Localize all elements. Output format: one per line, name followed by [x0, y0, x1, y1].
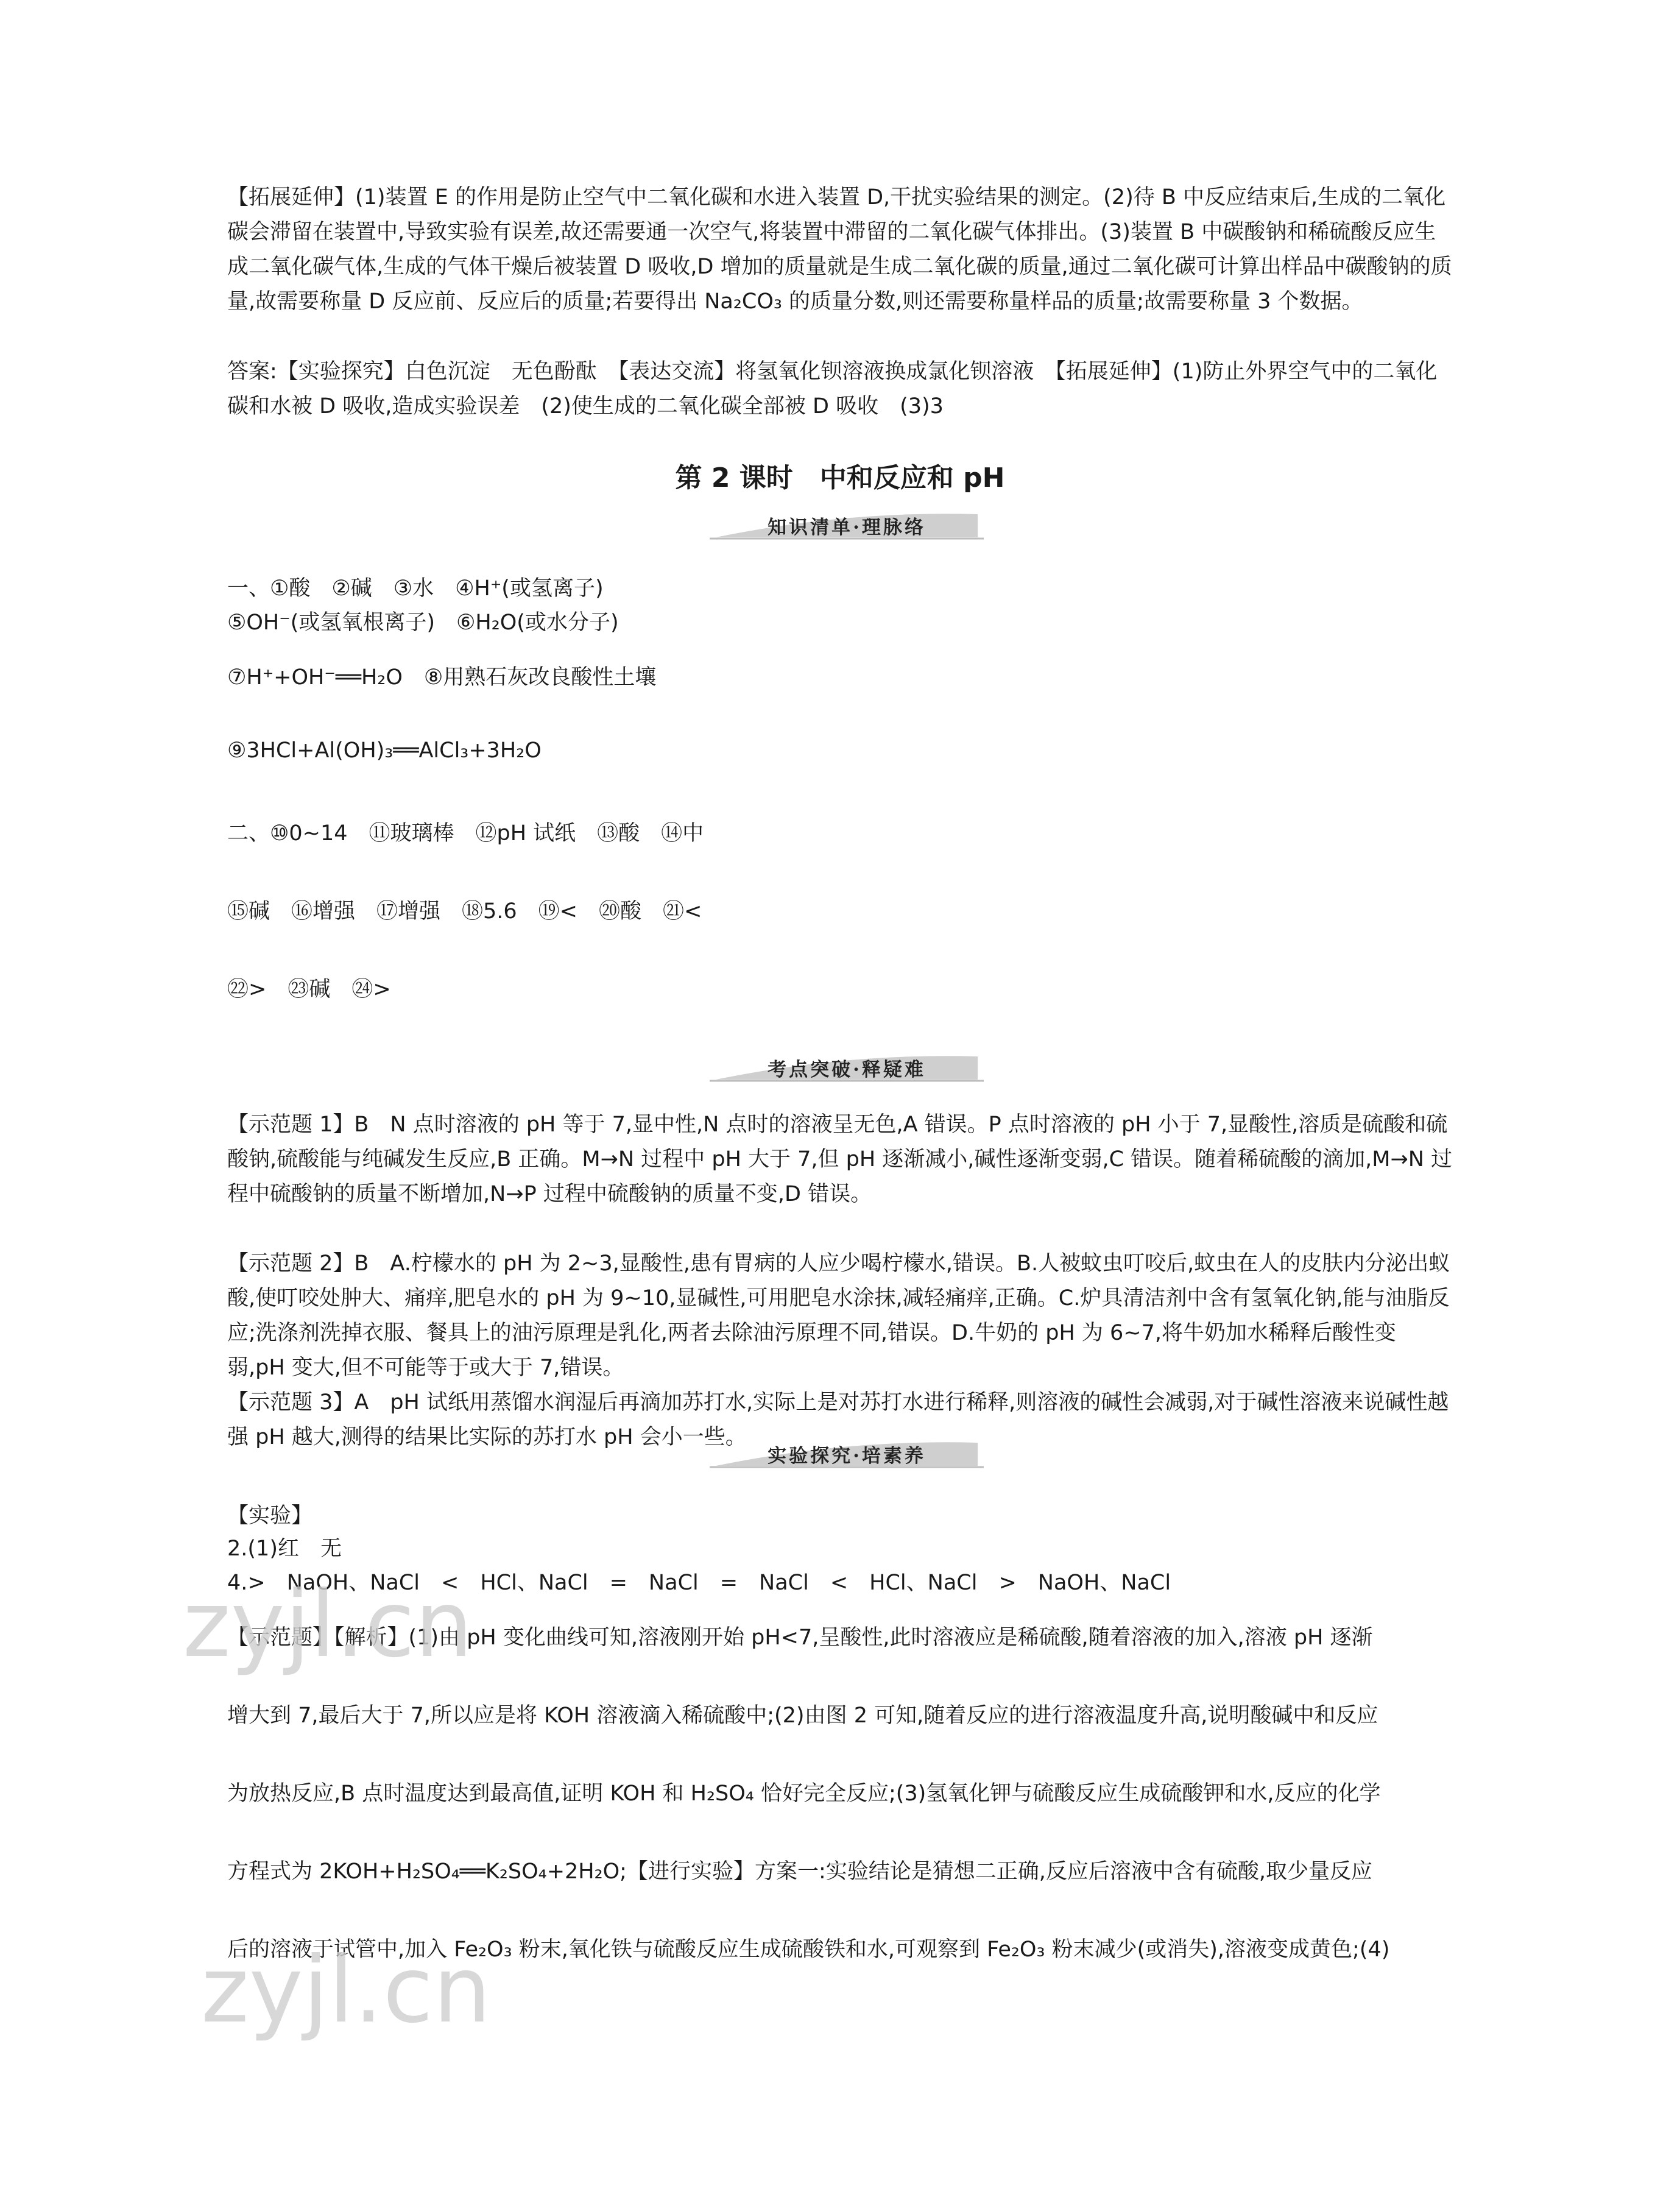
example-2: 【示范题 2】B A.柠檬水的 pH 为 2~3,显酸性,患有胃病的人应少喝柠檬水,错误。B.人被蚊虫叮咬后,蚊虫在人的皮肤内分泌出蚁酸,使叮咬处肿大、痛痒,肥皂水的 pH 为 9~10,显碱性,可用肥皂水涂抹,减轻痛痒,正确。C.炉具清洁剂中含有氢氧化钠,能与油脂反应;洗涤剂洗掉衣服、餐具上的油污原理是乳化,两者去除油污原理不同,错误。D.牛奶的 pH 为 6~7,将牛奶加水稀释后酸性变弱,pH 变大,但不可能等于或大于 7,错误。: [227, 1251, 1450, 1380]
knowledge-line-5: 二、⑩0~14 ⑪玻璃棒 ⑫pH 试纸 ⑬酸 ⑭中: [227, 821, 704, 846]
section-badge-breakthrough: [704, 1049, 990, 1083]
badge-label: 考点突破·释疑难: [768, 1059, 926, 1081]
example-3: 【示范题 3】A pH 试纸用蒸馏水润湿后再滴加苏打水,实际上是对苏打水进行稀释,则溶液的碱性会减弱,对于碱性溶液来说碱性越强 pH 越大,测得的结果比实际的苏打水 pH 会小一些。: [227, 1390, 1449, 1449]
badge-label: 知识清单·理脉络: [768, 517, 926, 539]
analysis-line-5: 后的溶液于试管中,加入 Fe₂O₃ 粉末,氧化铁与硫酸反应生成硫酸铁和水,可观察到 Fe₂O₃ 粉末减少(或消失),溶液变成黄色;(4): [227, 1937, 1390, 1962]
knowledge-line-7: ㉒> ㉓碱 ㉔>: [227, 977, 391, 1002]
analysis-line-4: 方程式为 2KOH+H₂SO₄══K₂SO₄+2H₂O;【进行实验】方案一:实验结论是猜想二正确,反应后溶液中含有硫酸,取少量反应: [227, 1859, 1373, 1884]
example-1: 【示范题 1】B N 点时溶液的 pH 等于 7,显中性,N 点时的溶液呈无色,A 错误。P 点时溶液的 pH 小于 7,显酸性,溶质是硫酸和硫酸钠,硫酸能与纯碱发生反应,B 正确。M→N 过程中 pH 大于 7,但 pH 逐渐减小,碱性逐渐变弱,C 错误。随着稀硫酸的滴加,M→N 过程中硫酸钠的质量不断增加,N→P 过程中硫酸钠的质量不变,D 错误。: [227, 1112, 1453, 1206]
knowledge-line-2: ⑤OH⁻(或氢氧根离子) ⑥H₂O(或水分子): [227, 610, 619, 635]
knowledge-line-6: ⑮碱 ⑯增强 ⑰增强 ⑱5.6 ⑲< ⑳酸 ㉑<: [227, 899, 702, 924]
experiment-line-2: 4.> NaOH、NaCl < HCl、NaCl = NaCl = NaCl < HCl、NaCl > NaOH、NaCl: [227, 1571, 1171, 1595]
lesson-title: 第 2 课时 中和反应和 pH: [675, 462, 1005, 493]
watermark-logo: zyjl.cn: [183, 1572, 473, 1678]
extension-paragraph: 【拓展延伸】(1)装置 E 的作用是防止空气中二氧化碳和水进入装置 D,干扰实验结果的测定。(2)待 B 中反应结束后,生成的二氧化碳会滞留在装置中,导致实验有误差,故还需要通一次空气,将装置中滞留的二氧化碳气体排出。(3)装置 B 中碳酸钠和稀硫酸反应生成二氧化碳气体,生成的气体干燥后被装置 D 吸收,D 增加的质量就是生成二氧化碳的质量,通过二氧化碳可计算出样品中碳酸钠的质量,故需要称量 D 反应前、反应后的质量;若要得出 Na₂CO₃ 的质量分数,则还需要称量样品的质量;故需要称量 3 个数据。: [227, 185, 1452, 314]
answer-paragraph: 答案:【实验探究】白色沉淀 无色酚酞 【表达交流】将氢氧化钡溶液换成氯化钡溶液 【拓展延伸】(1)防止外界空气中的二氧化碳和水被 D 吸收,造成实验误差 (2)使生成的二氧化碳全部被 D 吸收 (3)3: [227, 359, 1438, 419]
experiment-heading: 【实验】: [227, 1504, 313, 1528]
analysis-line-1: 【示范题】【解析】(1)由 pH 变化曲线可知,溶液刚开始 pH<7,呈酸性,此时溶液应是稀硫酸,随着溶液的加入,溶液 pH 逐渐: [227, 1625, 1373, 1650]
knowledge-line-4: ⑨3HCl+Al(OH)₃══AlCl₃+3H₂O: [227, 738, 542, 763]
analysis-line-2: 增大到 7,最后大于 7,所以应是将 KOH 溶液滴入稀硫酸中;(2)由图 2 可知,随着反应的进行溶液温度升高,说明酸碱中和反应: [227, 1703, 1378, 1728]
watermark-logo: zyjl.cn: [201, 1937, 492, 2043]
analysis-line-3: 为放热反应,B 点时温度达到最高值,证明 KOH 和 H₂SO₄ 恰好完全反应;(3)氢氧化钾与硫酸反应生成硫酸钾和水,反应的化学: [227, 1781, 1381, 1806]
experiment-line-1: 2.(1)红 无: [227, 1537, 342, 1561]
badge-label: 实验探究·培素养: [768, 1445, 926, 1467]
knowledge-line-3: ⑦H⁺+OH⁻══H₂O ⑧用熟石灰改良酸性土壤: [227, 665, 657, 690]
section-badge-knowledge: [704, 507, 990, 541]
section-badge-experiment: [704, 1435, 990, 1470]
knowledge-line-1: 一、①酸 ②碱 ③水 ④H⁺(或氢离子): [227, 576, 604, 601]
